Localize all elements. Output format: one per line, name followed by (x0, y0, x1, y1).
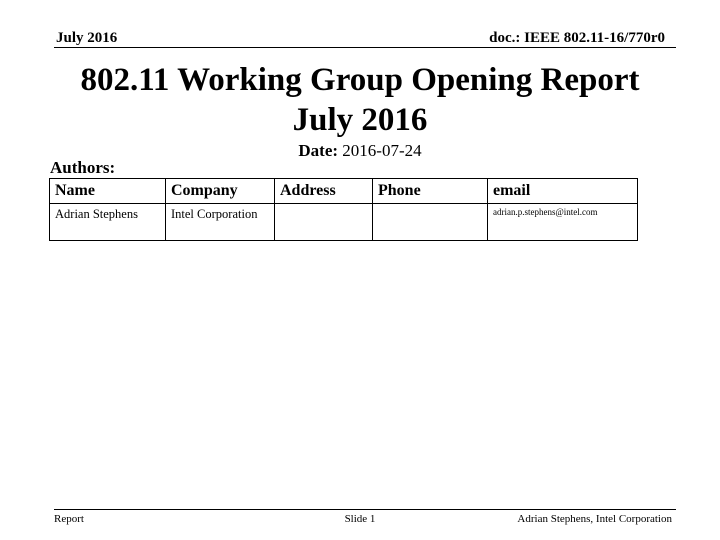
column-header-company: Company (166, 179, 275, 204)
author-address-cell (275, 204, 373, 241)
date-label: Date: (298, 141, 339, 160)
slide-title-line-2: July 2016 (292, 102, 428, 138)
header-date: July 2016 (56, 30, 118, 46)
author-company-cell: Intel Corporation (166, 204, 275, 241)
authors-table (49, 178, 638, 241)
author-phone-cell (373, 204, 488, 241)
column-header-phone: Phone (373, 179, 488, 204)
author-email-cell: adrian.p.stephens@intel.com (488, 204, 638, 241)
authors-label: Authors: (50, 158, 116, 177)
footer-author: Adrian Stephens, Intel Corporation (517, 513, 672, 525)
date-line (40, 141, 680, 161)
slide-title-line-1: 802.11 Working Group Opening Report (80, 62, 640, 98)
footer-rule (54, 509, 676, 510)
column-header-address: Address (275, 179, 373, 204)
footer-doc-type: Report (54, 513, 84, 525)
date-value: 2016-07-24 (342, 141, 422, 160)
slide-title (40, 60, 680, 140)
column-header-name: Name (50, 179, 166, 204)
header-doc-id: doc.: IEEE 802.11-16/770r0 (489, 30, 665, 46)
table-row (50, 204, 638, 241)
authors-table-header-row (50, 179, 638, 204)
header-rule (54, 47, 676, 48)
author-name-cell: Adrian Stephens (50, 204, 166, 241)
column-header-email: email (488, 179, 638, 204)
footer-slide-number: Slide 1 (344, 513, 376, 525)
